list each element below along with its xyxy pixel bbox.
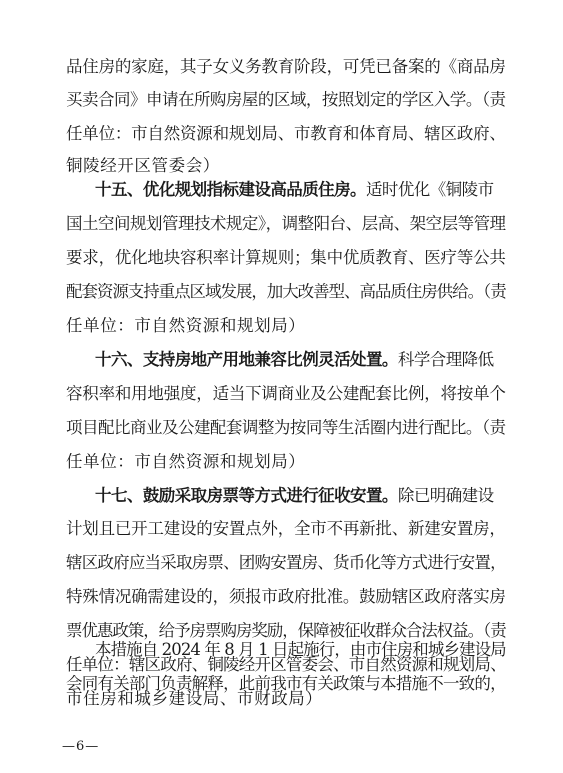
text-segment: 除已明确建设 bbox=[397, 486, 494, 505]
section-heading: 十五、优化规划指标建设高品质住房。 bbox=[95, 180, 366, 199]
text-segment: 任单位：市自然资源和规划局） bbox=[66, 452, 306, 471]
text-segment: 计划且已开工建设的安置点外，全市不再新批、新建安置房， bbox=[66, 519, 506, 538]
text-line bbox=[66, 124, 506, 144]
text-segment: 任单位：辖区政府、铜陵经开区管委会、市自然资源和规划局、 bbox=[66, 655, 506, 674]
text-line bbox=[95, 486, 535, 506]
text-segment: 票优惠政策，给予房票购房奖励，保障被征收群众合法权益。（责 bbox=[66, 621, 506, 640]
text-segment: 容积率和用地强度，适当下调商业及公建配套比例，将按单个 bbox=[66, 384, 506, 403]
text-segment: 任单位：市自然资源和规划局） bbox=[66, 316, 306, 335]
text-line bbox=[66, 214, 506, 234]
text-segment: 科学合理降低 bbox=[397, 350, 494, 369]
text-line bbox=[66, 587, 506, 607]
text-line bbox=[66, 156, 506, 176]
text-line bbox=[95, 180, 535, 200]
text-line bbox=[66, 90, 506, 110]
text-segment: 配套资源支持重点区域发展，加大改善型、高品质住房供给。（责 bbox=[66, 282, 506, 301]
text-line bbox=[95, 350, 535, 370]
text-line bbox=[66, 674, 506, 694]
text-segment: 会同有关部门负责解释，此前我市有关政策与本措施不一致的， bbox=[66, 674, 506, 693]
text-segment: 本措施自 2024 年 8 月 1 日起施行，由市住房和城乡建设局 bbox=[95, 640, 506, 659]
text-segment: 市住房和城乡建设局、市财政局） bbox=[66, 689, 323, 708]
text-line bbox=[66, 418, 506, 438]
text-line bbox=[66, 316, 506, 336]
text-line bbox=[66, 553, 506, 573]
text-segment: 买卖合同》申请在所购房屋的区域，按照划定的学区入学。（责 bbox=[66, 90, 506, 109]
text-segment: 特殊情况确需建设的，须报市政府批准。鼓励辖区政府落实房 bbox=[66, 587, 506, 606]
text-segment: 项目配比商业及公建配套调整为按同等生活圈内进行配比。（责 bbox=[66, 418, 506, 437]
section-heading: 十六、支持房地产用地兼容比例灵活处置。 bbox=[95, 350, 398, 369]
text-line bbox=[66, 57, 506, 77]
page-number: —6— bbox=[62, 739, 100, 754]
text-segment: 铜陵经开区管委会） bbox=[66, 156, 220, 175]
text-segment: 任单位：市自然资源和规划局、市教育和体育局、辖区政府、 bbox=[66, 124, 506, 143]
text-segment: 要求，优化地块容积率计算规则；集中优质教育、医疗等公共 bbox=[66, 248, 506, 267]
text-segment: 适时优化《铜陵市 bbox=[365, 180, 494, 199]
text-line bbox=[95, 640, 535, 660]
text-segment: 品住房的家庭，其子女义务教育阶段，可凭已备案的《商品房 bbox=[66, 57, 506, 76]
text-segment: 国土空间规划管理技术规定》，调整阳台、层高、架空层等管理 bbox=[66, 214, 506, 233]
text-line bbox=[66, 248, 506, 268]
section-heading: 十七、鼓励采取房票等方式进行征收安置。 bbox=[95, 486, 398, 505]
text-line bbox=[66, 621, 506, 641]
text-line bbox=[66, 282, 506, 302]
text-line bbox=[66, 384, 506, 404]
text-line bbox=[66, 452, 506, 472]
text-line bbox=[66, 519, 506, 539]
text-segment: 辖区政府应当采取房票、团购安置房、货币化等方式进行安置， bbox=[66, 553, 506, 572]
